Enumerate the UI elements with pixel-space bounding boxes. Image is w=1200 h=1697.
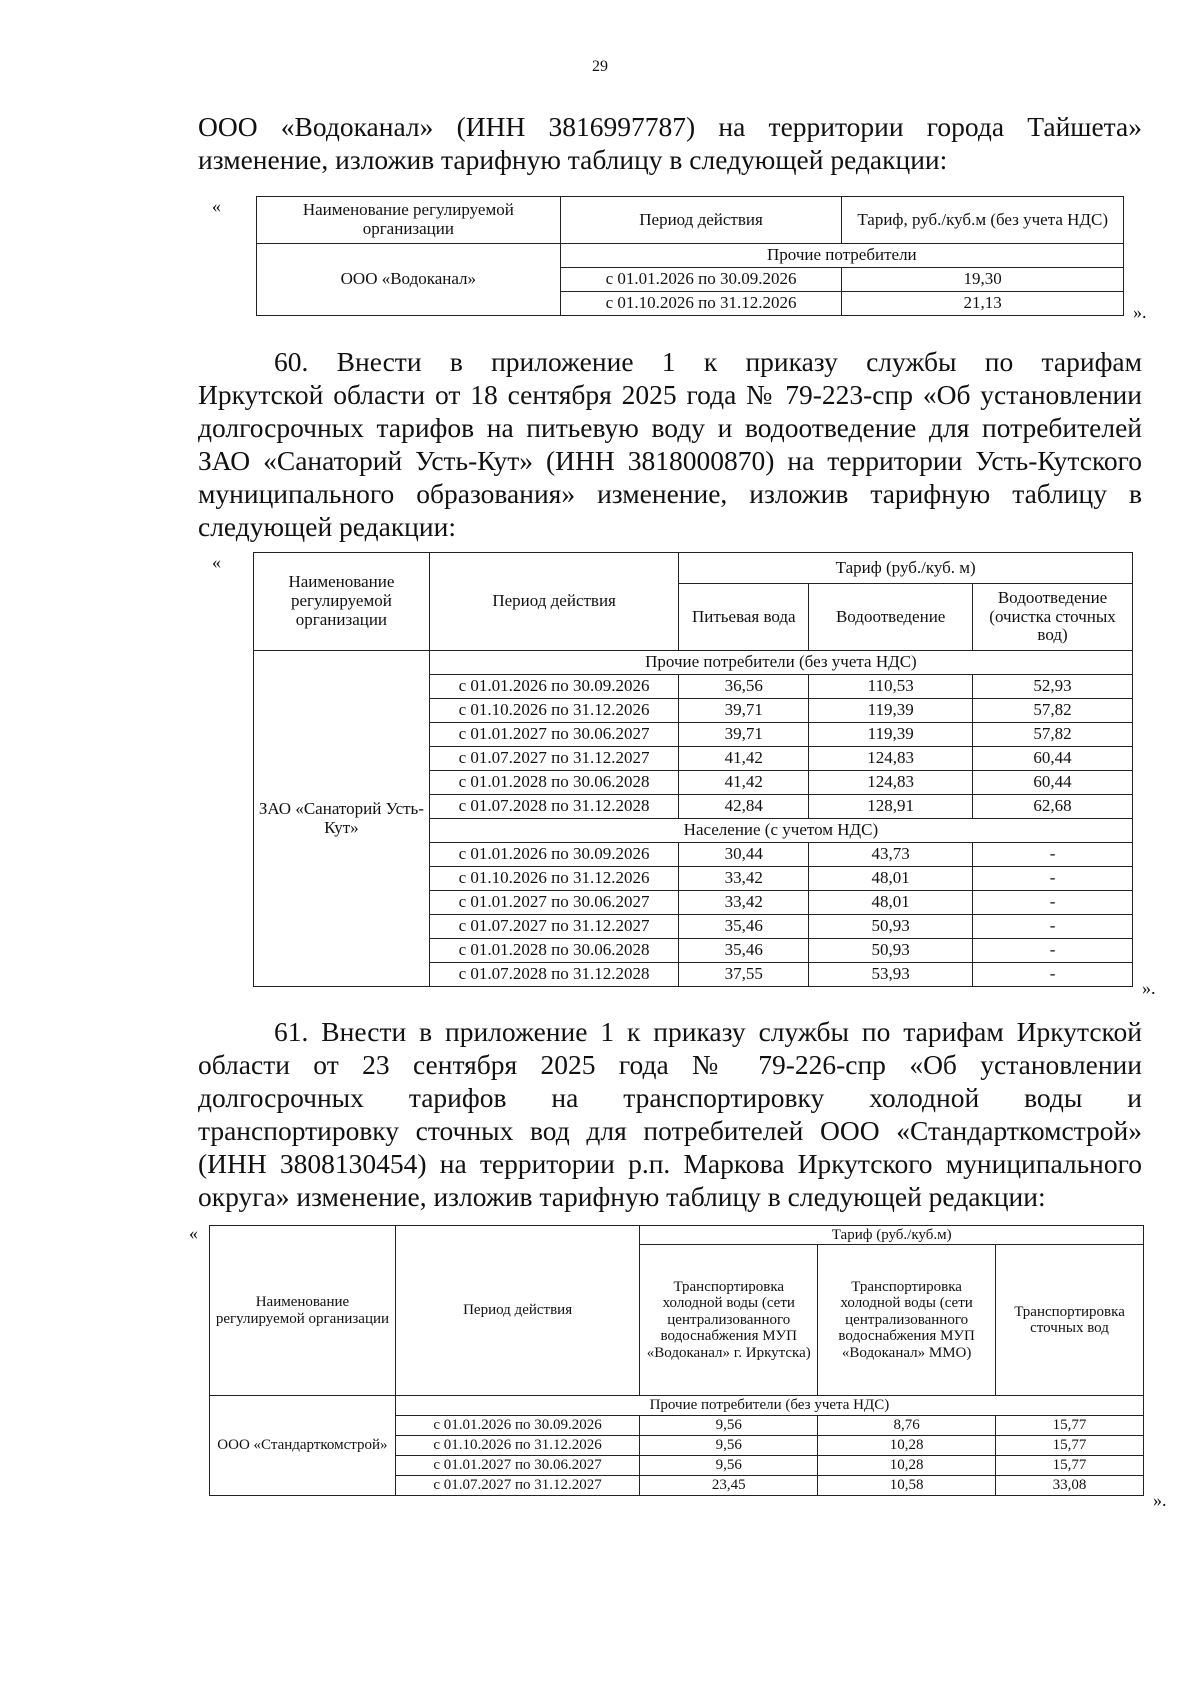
period-cell: с 01.01.2026 по 30.09.2026 bbox=[429, 843, 679, 867]
period-cell: с 01.01.2027 по 30.06.2027 bbox=[395, 1456, 639, 1476]
header-tariff: Тариф (руб./куб. м) bbox=[679, 553, 1133, 584]
header-period: Период действия bbox=[395, 1226, 639, 1396]
drain-cell: 119,39 bbox=[809, 699, 973, 723]
header-clean: Водоотведение (очистка сточных вод) bbox=[973, 584, 1133, 651]
value-cell: 9,56 bbox=[640, 1456, 818, 1476]
header-tariff: Тариф, руб./куб.м (без учета НДС) bbox=[842, 197, 1124, 244]
drain-cell: 48,01 bbox=[809, 891, 973, 915]
period-cell: с 01.01.2028 по 30.06.2028 bbox=[429, 771, 679, 795]
header-org: Наименование регулируемой организации bbox=[210, 1226, 396, 1396]
water-cell: 35,46 bbox=[679, 915, 809, 939]
water-cell: 35,46 bbox=[679, 939, 809, 963]
text-line: 60. Внести в приложение 1 к приказу службы по тарифам bbox=[274, 346, 1142, 377]
water-cell: 39,71 bbox=[679, 723, 809, 747]
clean-cell: - bbox=[973, 915, 1133, 939]
header-org: Наименование регулируемой организации bbox=[257, 197, 561, 244]
header-drain: Водоотведение bbox=[809, 584, 973, 651]
close-quote: ». bbox=[1133, 302, 1147, 322]
paragraph-60 bbox=[198, 345, 1142, 543]
text-line: транспортировку сточных вод для потребителей ООО «Стандарткомстрой» bbox=[198, 1115, 1142, 1146]
text-line: ЗАО «Санаторий Усть-Кут» (ИНН 3818000870) на территории Усть-Кутского bbox=[198, 445, 1142, 476]
drain-cell: 124,83 bbox=[809, 747, 973, 771]
page-number: 29 bbox=[592, 58, 608, 75]
value-cell: 33,08 bbox=[996, 1476, 1144, 1496]
close-quote: ». bbox=[1153, 1490, 1167, 1510]
period-cell: с 01.10.2026 по 31.12.2026 bbox=[395, 1436, 639, 1456]
period-cell: с 01.01.2026 по 30.09.2026 bbox=[560, 268, 842, 292]
period-cell: с 01.10.2026 по 31.12.2026 bbox=[560, 292, 842, 316]
value-cell: 15,77 bbox=[996, 1436, 1144, 1456]
period-cell: с 01.07.2027 по 31.12.2027 bbox=[429, 747, 679, 771]
open-quote: « bbox=[189, 1223, 198, 1243]
period-cell: с 01.01.2028 по 30.06.2028 bbox=[429, 939, 679, 963]
open-quote: « bbox=[212, 552, 221, 572]
group-row: Прочие потребители (без учета НДС) bbox=[395, 1396, 1143, 1416]
value-cell: 15,77 bbox=[996, 1416, 1144, 1436]
clean-cell: - bbox=[973, 963, 1133, 987]
drain-cell: 43,73 bbox=[809, 843, 973, 867]
text-line: долгосрочных тарифов на питьевую воду и водоотведение для потребителей bbox=[198, 412, 1142, 443]
paragraph-61 bbox=[198, 1015, 1142, 1213]
header-transport-sewage: Транспортировка сточных вод bbox=[996, 1245, 1144, 1396]
group-row: Прочие потребители bbox=[560, 244, 1123, 268]
group-row: Население (с учетом НДС) bbox=[429, 819, 1132, 843]
text-line: ООО «Водоканал» (ИНН 3816997787) на территории города Тайшета» bbox=[198, 111, 1142, 142]
group-row: Прочие потребители (без учета НДС) bbox=[429, 651, 1132, 675]
period-cell: с 01.10.2026 по 31.12.2026 bbox=[429, 867, 679, 891]
header-transport-mmo: Транспортировка холодной воды (сети централизованного водоснабжения МУП «Водоканал» ММО) bbox=[818, 1245, 996, 1396]
header-tariff: Тариф (руб./куб.м) bbox=[640, 1226, 1144, 1245]
water-cell: 39,71 bbox=[679, 699, 809, 723]
header-org: Наименование регулируемой организации bbox=[254, 553, 430, 651]
text-line: округа» изменение, изложив тарифную таблицу в следующей редакции: bbox=[198, 1181, 1046, 1212]
text-line: долгосрочных тарифов на транспортировку холодной воды и bbox=[198, 1082, 1142, 1113]
text-line: муниципального образования» изменение, изложив тарифную таблицу в bbox=[198, 478, 1142, 509]
value-cell: 10,28 bbox=[818, 1456, 996, 1476]
value-cell: 9,56 bbox=[640, 1436, 818, 1456]
clean-cell: 62,68 bbox=[973, 795, 1133, 819]
water-cell: 33,42 bbox=[679, 891, 809, 915]
value-cell: 10,28 bbox=[818, 1436, 996, 1456]
period-cell: с 01.01.2026 по 30.09.2026 bbox=[395, 1416, 639, 1436]
header-period: Период действия bbox=[560, 197, 842, 244]
period-cell: с 01.01.2026 по 30.09.2026 bbox=[429, 675, 679, 699]
water-cell: 33,42 bbox=[679, 867, 809, 891]
period-cell: с 01.07.2028 по 31.12.2028 bbox=[429, 795, 679, 819]
clean-cell: - bbox=[973, 939, 1133, 963]
period-cell: с 01.10.2026 по 31.12.2026 bbox=[429, 699, 679, 723]
header-period: Период действия bbox=[429, 553, 679, 651]
water-cell: 36,56 bbox=[679, 675, 809, 699]
drain-cell: 128,91 bbox=[809, 795, 973, 819]
period-cell: с 01.01.2027 по 30.06.2027 bbox=[429, 891, 679, 915]
text-line: области от 23 сентября 2025 года № 79-226-спр «Об установлении bbox=[198, 1049, 1142, 1080]
open-quote: « bbox=[212, 196, 221, 216]
drain-cell: 50,93 bbox=[809, 915, 973, 939]
value-cell: 9,56 bbox=[640, 1416, 818, 1436]
text-line: (ИНН 3808130454) на территории р.п. Маркова Иркутского муниципального bbox=[198, 1148, 1142, 1179]
water-cell: 42,84 bbox=[679, 795, 809, 819]
value-cell: 23,45 bbox=[640, 1476, 818, 1496]
period-cell: с 01.07.2028 по 31.12.2028 bbox=[429, 963, 679, 987]
water-cell: 41,42 bbox=[679, 747, 809, 771]
drain-cell: 48,01 bbox=[809, 867, 973, 891]
clean-cell: 60,44 bbox=[973, 771, 1133, 795]
text-line: следующей редакции: bbox=[198, 511, 456, 542]
text-line: Иркутской области от 18 сентября 2025 года № 79-223-спр «Об установлении bbox=[198, 379, 1142, 410]
header-water: Питьевая вода bbox=[679, 584, 809, 651]
water-cell: 30,44 bbox=[679, 843, 809, 867]
water-cell: 37,55 bbox=[679, 963, 809, 987]
drain-cell: 119,39 bbox=[809, 723, 973, 747]
close-quote: ». bbox=[1142, 978, 1156, 998]
value-cell: 8,76 bbox=[818, 1416, 996, 1436]
clean-cell: 57,82 bbox=[973, 723, 1133, 747]
clean-cell: 52,93 bbox=[973, 675, 1133, 699]
org-cell: ООО «Водоканал» bbox=[257, 244, 561, 316]
clean-cell: 57,82 bbox=[973, 699, 1133, 723]
clean-cell: - bbox=[973, 891, 1133, 915]
drain-cell: 124,83 bbox=[809, 771, 973, 795]
period-cell: с 01.07.2027 по 31.12.2027 bbox=[429, 915, 679, 939]
clean-cell: 60,44 bbox=[973, 747, 1133, 771]
tariff-table-standartkomstroy bbox=[209, 1225, 1144, 1496]
value-cell: 19,30 bbox=[842, 268, 1124, 292]
period-cell: с 01.01.2027 по 30.06.2027 bbox=[429, 723, 679, 747]
drain-cell: 50,93 bbox=[809, 939, 973, 963]
clean-cell: - bbox=[973, 843, 1133, 867]
text-line: изменение, изложив тарифную таблицу в следующей редакции: bbox=[198, 144, 948, 175]
header-transport-irkutsk: Транспортировка холодной воды (сети централизованного водоснабжения МУП «Водоканал» г. Иркутска) bbox=[640, 1245, 818, 1396]
org-cell: ООО «Стандарткомстрой» bbox=[210, 1396, 396, 1496]
value-cell: 10,58 bbox=[818, 1476, 996, 1496]
tariff-table-vodokanal bbox=[256, 196, 1124, 316]
drain-cell: 53,93 bbox=[809, 963, 973, 987]
tariff-table-sanatorium bbox=[253, 552, 1133, 987]
value-cell: 21,13 bbox=[842, 292, 1124, 316]
text-line: 61. Внести в приложение 1 к приказу службы по тарифам Иркутской bbox=[274, 1016, 1142, 1047]
intro-paragraph bbox=[198, 110, 1142, 176]
drain-cell: 110,53 bbox=[809, 675, 973, 699]
period-cell: с 01.07.2027 по 31.12.2027 bbox=[395, 1476, 639, 1496]
clean-cell: - bbox=[973, 867, 1133, 891]
water-cell: 41,42 bbox=[679, 771, 809, 795]
org-cell: ЗАО «Санаторий Усть-Кут» bbox=[254, 651, 430, 987]
value-cell: 15,77 bbox=[996, 1456, 1144, 1476]
